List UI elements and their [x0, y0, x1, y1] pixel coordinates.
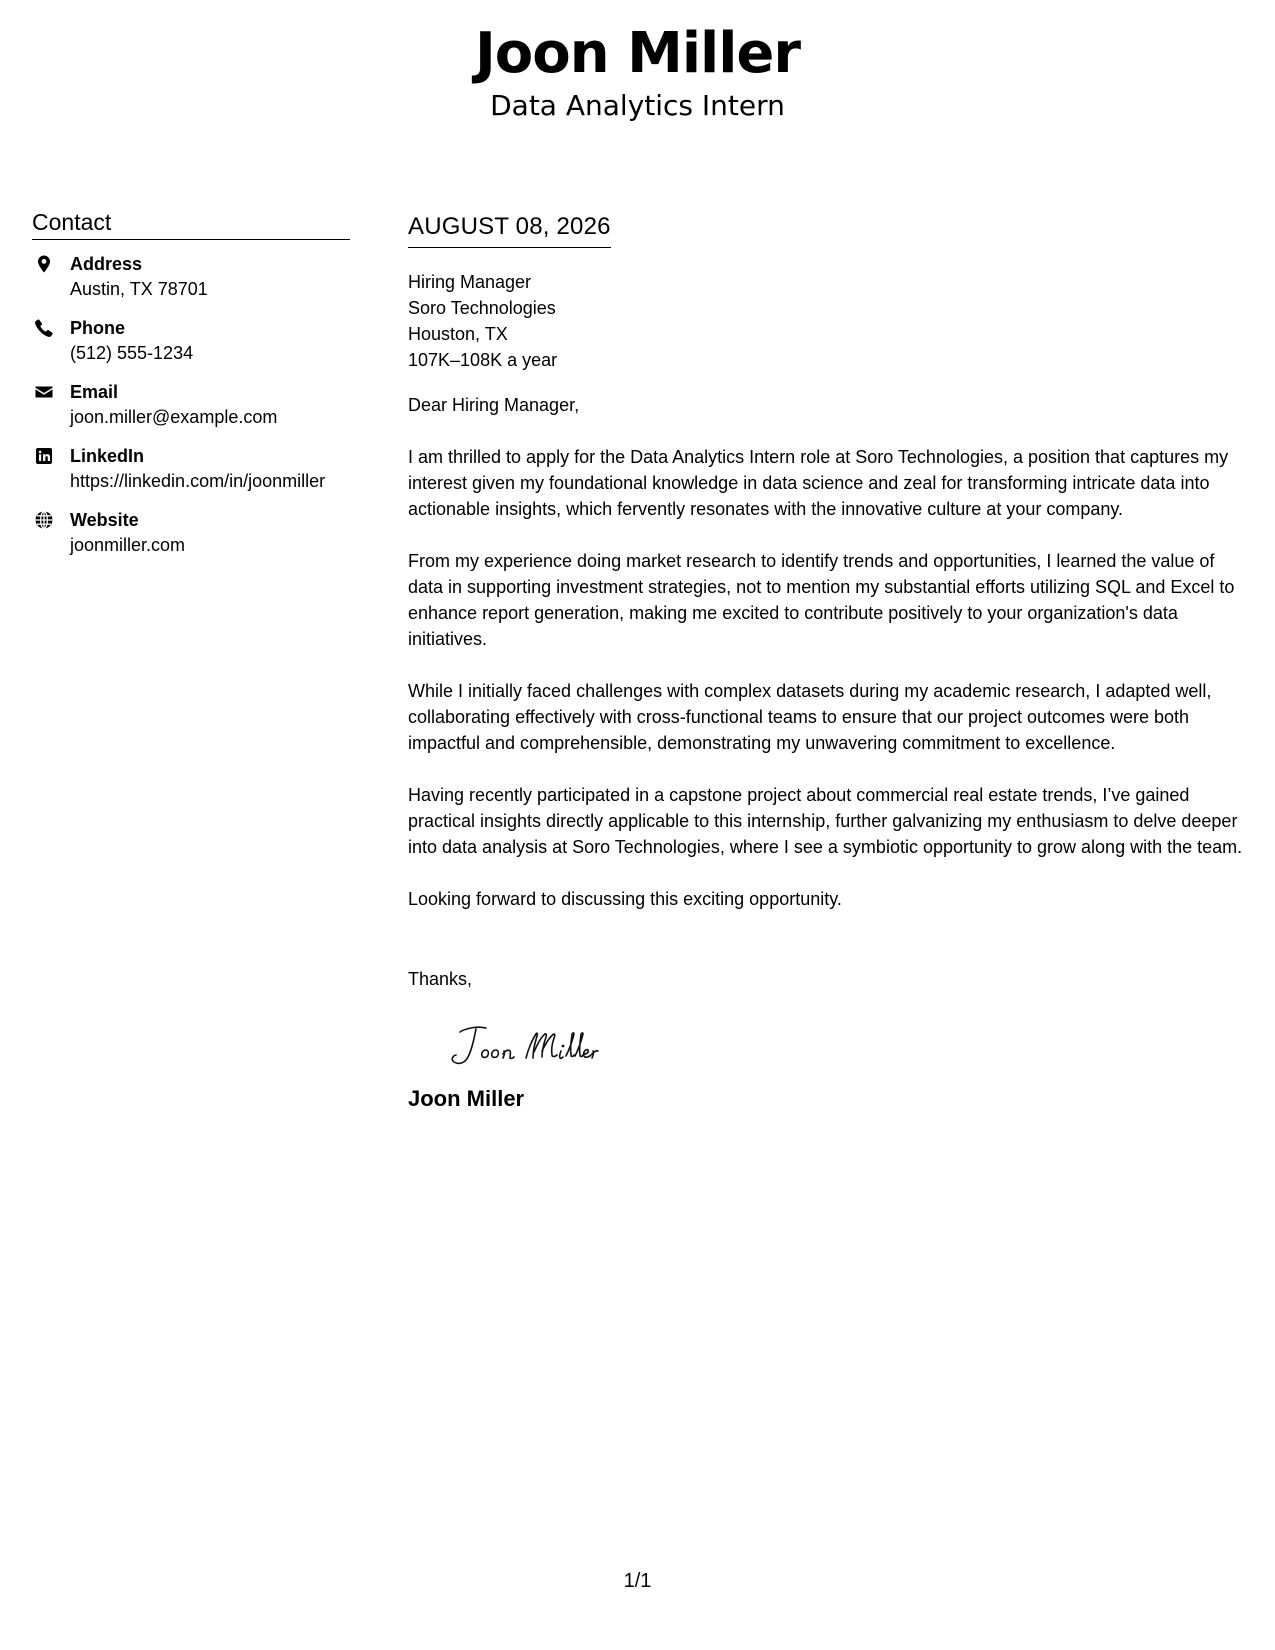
- page-number: 1/1: [623, 1570, 652, 1592]
- contact-value: https://linkedin.com/in/joonmiller: [70, 471, 326, 491]
- recipient-line: Hiring Manager: [408, 272, 532, 292]
- contact-heading: Contact: [32, 208, 350, 240]
- salutation: Dear Hiring Manager,: [408, 395, 580, 415]
- contact-address: [32, 252, 350, 302]
- globe-icon: [34, 510, 54, 530]
- linkedin-icon: [34, 446, 54, 466]
- closing: Thanks,: [408, 969, 473, 989]
- envelope-icon: [34, 382, 54, 402]
- applicant-name: Joon Miller: [474, 21, 801, 86]
- phone-icon: [34, 318, 54, 338]
- contact-label: Email: [70, 382, 119, 402]
- contact-value: (512) 555-1234: [70, 343, 194, 363]
- letter-paragraph: From my experience doing market research to identify trends and opportunities, I learned the value of data in supporting investment strategies, not to mention my substantial efforts utilizing SQL and Excel to enhance report generation, making me excited to contribute positively to your organization's data initiatives.: [408, 551, 1235, 649]
- letter-paragraph: Having recently participated in a capstone project about commercial real estate trends, I’ve gained practical insights directly applicable to this internship, further galvanizing my enthusiasm to delve deeper into data analysis at Soro Technologies, where I see a symbiotic opportunity to grow along with the team.: [408, 785, 1243, 857]
- map-pin-icon: [34, 254, 54, 274]
- recipient-block: [408, 269, 1253, 373]
- contact-label: Address: [70, 254, 143, 274]
- job-title: Data Analytics Intern: [490, 89, 785, 122]
- recipient-line: Houston, TX: [408, 324, 508, 344]
- contact-value: joon.miller@example.com: [70, 407, 278, 427]
- contact-linkedin: [32, 444, 350, 494]
- contact-email: [32, 380, 350, 430]
- letter-body: [408, 212, 1253, 1114]
- contact-label: LinkedIn: [70, 446, 145, 466]
- signed-name: Joon Miller: [408, 1086, 525, 1111]
- letter-paragraph: While I initially faced challenges with complex datasets during my academic research, I adapted well, collaborating effectively with cross-functional teams to ensure that our project outcomes were both impactful and comprehensible, demonstrating my unwavering commitment to excellence.: [408, 681, 1212, 753]
- contact-label: Website: [70, 510, 139, 530]
- contact-website: [32, 508, 350, 558]
- contact-sidebar: [32, 208, 350, 572]
- contact-phone: [32, 316, 350, 366]
- letter-paragraph: Looking forward to discussing this exciting opportunity.: [408, 889, 842, 909]
- contact-value: joonmiller.com: [70, 535, 186, 555]
- letter-header: [0, 22, 1275, 124]
- letter-date: AUGUST 08, 2026: [408, 212, 611, 248]
- letter-paragraph: I am thrilled to apply for the Data Analytics Intern role at Soro Technologies, a position that captures my interest given my foundational knowledge in data science and zeal for transforming intricate data into actionable insights, which fervently resonates with the innovative culture at your company.: [408, 447, 1229, 519]
- contact-value: Austin, TX 78701: [70, 279, 208, 299]
- handwritten-signature: [442, 1018, 1253, 1074]
- recipient-line: Soro Technologies: [408, 298, 556, 318]
- recipient-line: 107K–108K a year: [408, 350, 558, 370]
- contact-label: Phone: [70, 318, 126, 338]
